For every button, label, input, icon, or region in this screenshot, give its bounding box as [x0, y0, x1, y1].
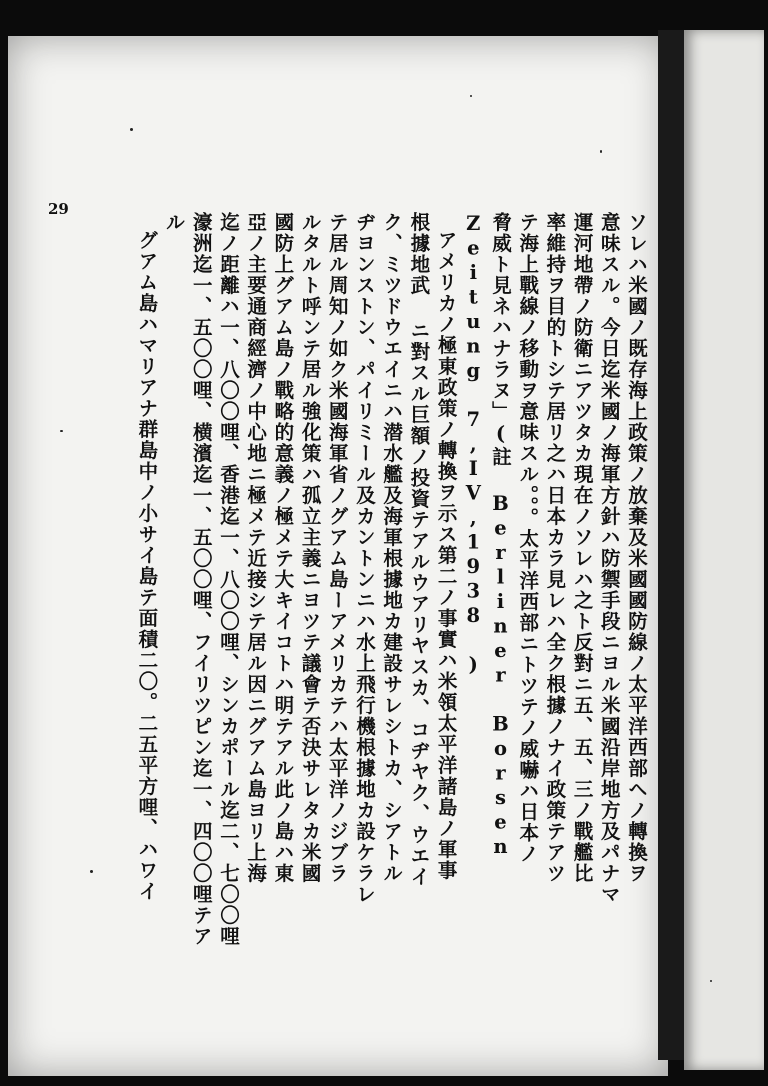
- text-line-8: 根據地武 ニ對スル巨額ノ投資テアルウアリヤスカ、コヂヤク、ウエイ: [407, 212, 431, 888]
- text-line-17: ル: [162, 212, 186, 233]
- text-line-11: テ居ル周知ノ如ク米國海軍省ノグアム島ーアメリカテハ太平洋ノジブラ: [325, 212, 349, 884]
- scan-speck: [60, 430, 63, 432]
- book-gutter: [658, 30, 684, 1060]
- text-line-9: ク、ミツドウエイニハ潜水艦及海軍根據地カ建設サレシトカ、シアトル: [380, 212, 404, 884]
- text-line-2: 意味スル。今日迄米國ノ海軍方針ハ防禦手段ニヨル米國沿岸地方及パナマ: [597, 212, 621, 905]
- scan-speck: [470, 95, 472, 97]
- text-line-15: 迄ノ距離ハ一、八〇〇哩、香港迄一、八〇〇哩、シンカポール迄二、七〇〇哩: [216, 212, 240, 947]
- adjacent-page-edge: [684, 30, 764, 1070]
- scan-speck: [90, 870, 93, 873]
- scan-speck: [710, 980, 712, 982]
- text-line-6: 脅威ト見ネハナラヌ」(註 Berliner Borsen Zeitung 7,IV,1938 ): [461, 212, 512, 860]
- text-line-14: 亞ノ主要通商經濟ノ中心地ニ極メテ近接シテ居ル因ニグアム島ヨリ上海: [244, 212, 268, 884]
- vertical-text-block: [133, 212, 650, 1032]
- page-number: 29: [48, 200, 69, 218]
- text-line-13: 國防上グアム島ノ戰略的意義ノ極メテ大キイコトハ明テアル此ノ島ハ東: [271, 212, 295, 884]
- text-line-16: 濠洲迄一、五〇〇哩、横濱迄一、五〇〇哩、フイリツピン迄一、四〇〇哩テア: [189, 212, 213, 947]
- text-line-7: アメリカノ極東政策ノ轉換ヲ示ス第二ノ事實ハ米領太平洋諸島ノ軍事: [434, 230, 458, 881]
- text-line-3: 運河地帶ノ防衛ニアツタカ現在ノソレハ之ト反對ニ五、五、三ノ戰艦比: [570, 212, 594, 884]
- text-line-10: ヂヨンストン、パイリミール及カントンニハ水上飛行機根據地カ設ケラレ: [352, 212, 376, 905]
- text-line-1: ソレハ米國ノ既存海上政策ノ放棄及米國國防線ノ太平洋西部ヘノ轉換ヲ: [625, 212, 648, 884]
- text-line-5: テ海上戰線ノ移動ヲ意味スル。。。太平洋西部ニトツテノ威嚇ハ日本ノ: [516, 212, 540, 865]
- text-line-4: 率維持ヲ目的トシテ居リ之ハ日本カラ見レハ全ク根據ノナイ政策テアツ: [543, 212, 567, 884]
- text-line-12: ルタルト呼ンテ居ル強化策ハ孤立主義ニヨツテ議會テ否決サレタカ米國: [298, 212, 322, 884]
- scan-speck: [130, 128, 133, 131]
- text-line-18: グアム島ハマリアナ群島中ノ小サイ島テ面積二〇。二五平方哩、ハワイ: [135, 230, 159, 902]
- scan-speck: [600, 150, 602, 153]
